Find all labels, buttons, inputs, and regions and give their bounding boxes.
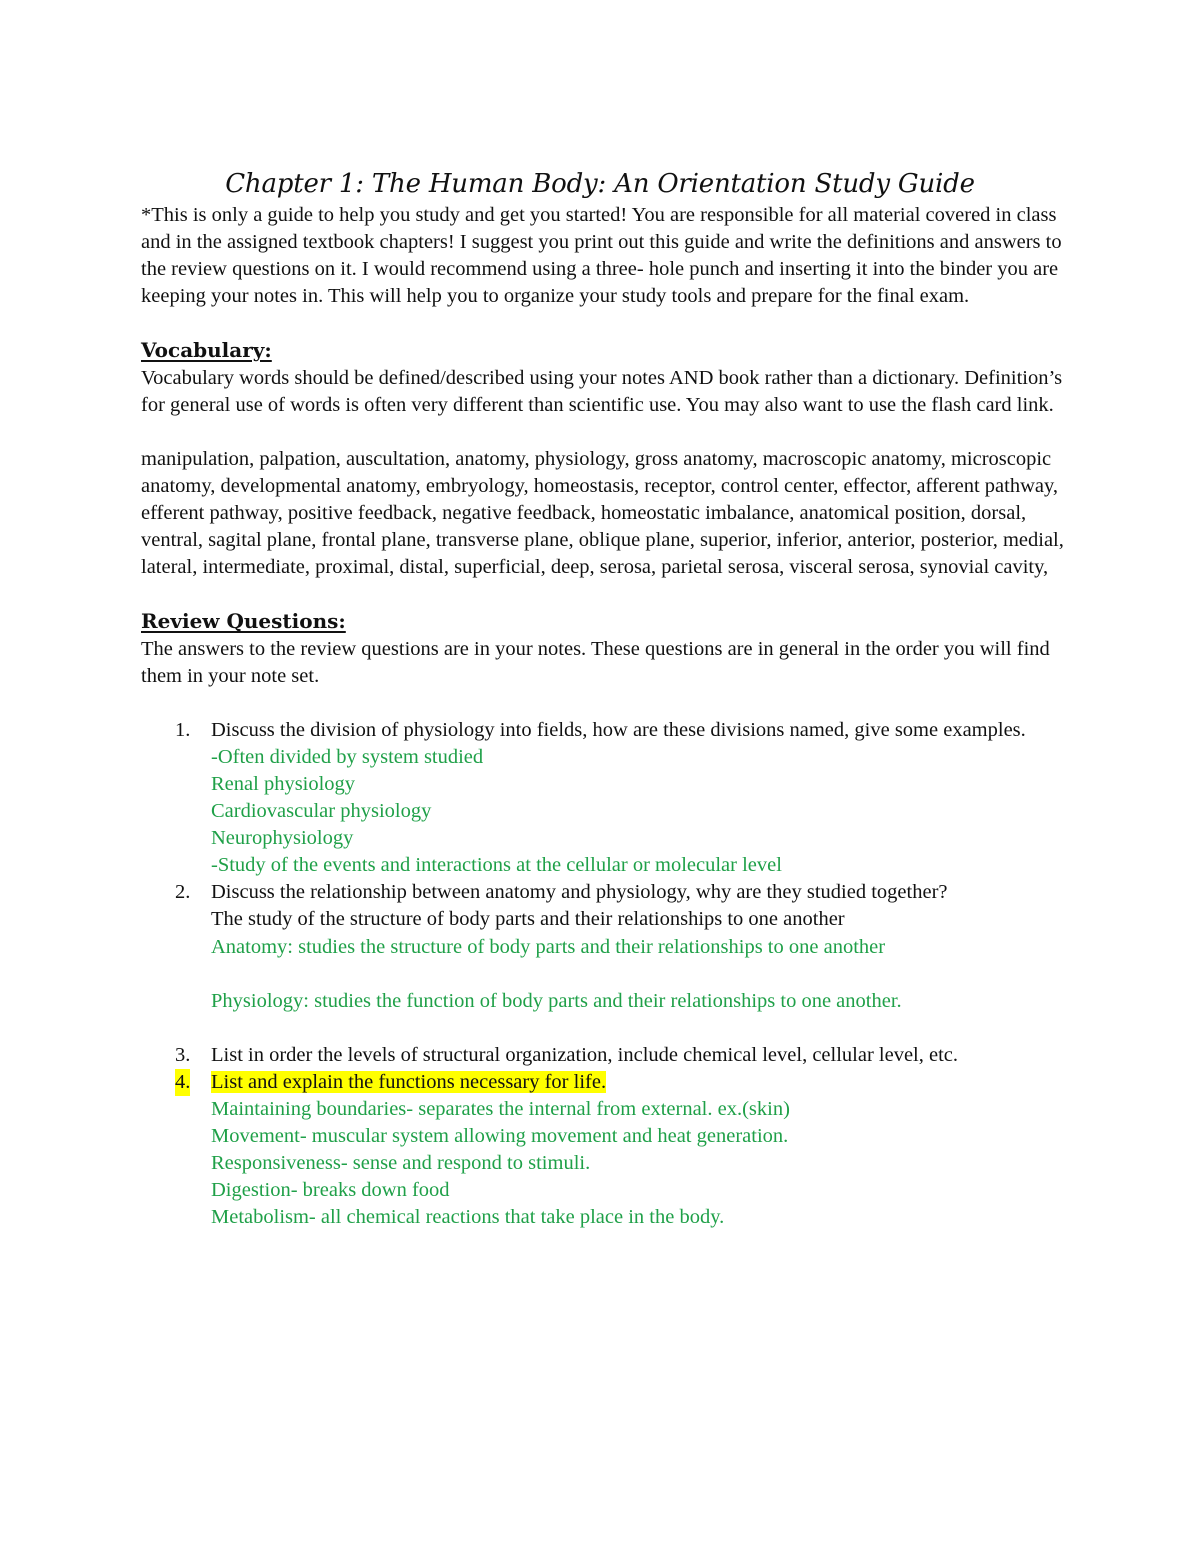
answer-line: Movement- muscular system allowing movement and heat generation. bbox=[211, 1125, 789, 1148]
highlighted-question-text: List and explain the functions necessary for life. bbox=[211, 1071, 607, 1093]
answer-line: -Often divided by system studied bbox=[211, 745, 484, 768]
spacer bbox=[211, 961, 1066, 988]
question-number: 4. bbox=[175, 1069, 190, 1096]
question-3 bbox=[141, 1042, 1066, 1069]
answer-line: Metabolism- all chemical reactions that take place in the body. bbox=[211, 1206, 725, 1229]
spacer bbox=[141, 581, 1066, 608]
question-4 bbox=[141, 1069, 1066, 1232]
answer-line: Neurophysiology bbox=[211, 827, 354, 850]
spacer bbox=[211, 1015, 1066, 1042]
question-text: Discuss the division of physiology into fields, how are these divisions named, give some examples. bbox=[211, 718, 1026, 741]
spacer bbox=[141, 690, 1066, 717]
vocabulary-heading: Vocabulary: bbox=[141, 338, 272, 363]
answer-line: Renal physiology bbox=[211, 772, 356, 795]
vocabulary-word-list: manipulation, palpation, auscultation, anatomy, physiology, gross anatomy, macroscopic anatomy, microscopic anatomy, developmental anatomy, embryology, homeostasis, receptor, control center, effector, afferent pathway, efferent pathway, positive feedback, negative feedback, homeostatic imbalance, anatomical position, dorsal, ventral, sagital plane, frontal plane, transverse plane, oblique plane, superior, inferior, anterior, posterior, medial, lateral, intermediate, proximal, distal, superficial, deep, serosa, parietal serosa, visceral serosa, synovial cavity, bbox=[141, 447, 1064, 579]
question-2 bbox=[141, 879, 1066, 1042]
question-number: 2. bbox=[175, 881, 191, 904]
question-text: Discuss the relationship between anatomy and physiology, why are they studied together? bbox=[211, 881, 948, 904]
question-note: The study of the structure of body parts and their relationships to one another bbox=[211, 908, 845, 931]
review-questions-heading: Review Questions: bbox=[141, 609, 346, 634]
answer-line: Maintaining boundaries- separates the internal from external. ex.(skin) bbox=[211, 1098, 790, 1121]
answer-line: Digestion- breaks down food bbox=[211, 1179, 450, 1202]
vocabulary-instructions: Vocabulary words should be defined/described using your notes AND book rather than a dictionary. Definition’s for general use of words is often very different than scientific use. You may also want to use the flash card link. bbox=[141, 366, 1063, 416]
document-body bbox=[141, 202, 1066, 1232]
review-instructions: The answers to the review questions are in your notes. These questions are in general in the order you will find them in your note set. bbox=[141, 637, 1050, 687]
spacer bbox=[141, 310, 1066, 337]
question-number: 1. bbox=[175, 718, 191, 741]
spacer bbox=[141, 419, 1066, 446]
question-number: 3. bbox=[175, 1043, 191, 1066]
answer-line: Responsiveness- sense and respond to stimuli. bbox=[211, 1152, 591, 1175]
answer-line: Anatomy: studies the structure of body parts and their relationships to one another bbox=[211, 935, 886, 958]
answer-line: Cardiovascular physiology bbox=[211, 800, 432, 823]
question-text: List in order the levels of structural organization, include chemical level, cellular level, etc. bbox=[211, 1043, 959, 1066]
answer-line: Physiology: studies the function of body parts and their relationships to one another. bbox=[211, 989, 902, 1012]
answer-line: -Study of the events and interactions at the cellular or molecular level bbox=[211, 854, 782, 877]
review-question-list bbox=[141, 717, 1066, 1232]
question-1 bbox=[141, 717, 1066, 880]
intro-paragraph: *This is only a guide to help you study and get you started! You are responsible for all material covered in class and in the assigned textbook chapters! I suggest you print out this guide and write the definitions and answers to the review questions on it. I would recommend using a three- hole punch and inserting it into the binder you are keeping your notes in. This will help you to organize your study tools and prepare for the final exam. bbox=[141, 204, 1062, 308]
page-title: Chapter 1: The Human Body: An Orientation Study Guide bbox=[225, 169, 975, 199]
